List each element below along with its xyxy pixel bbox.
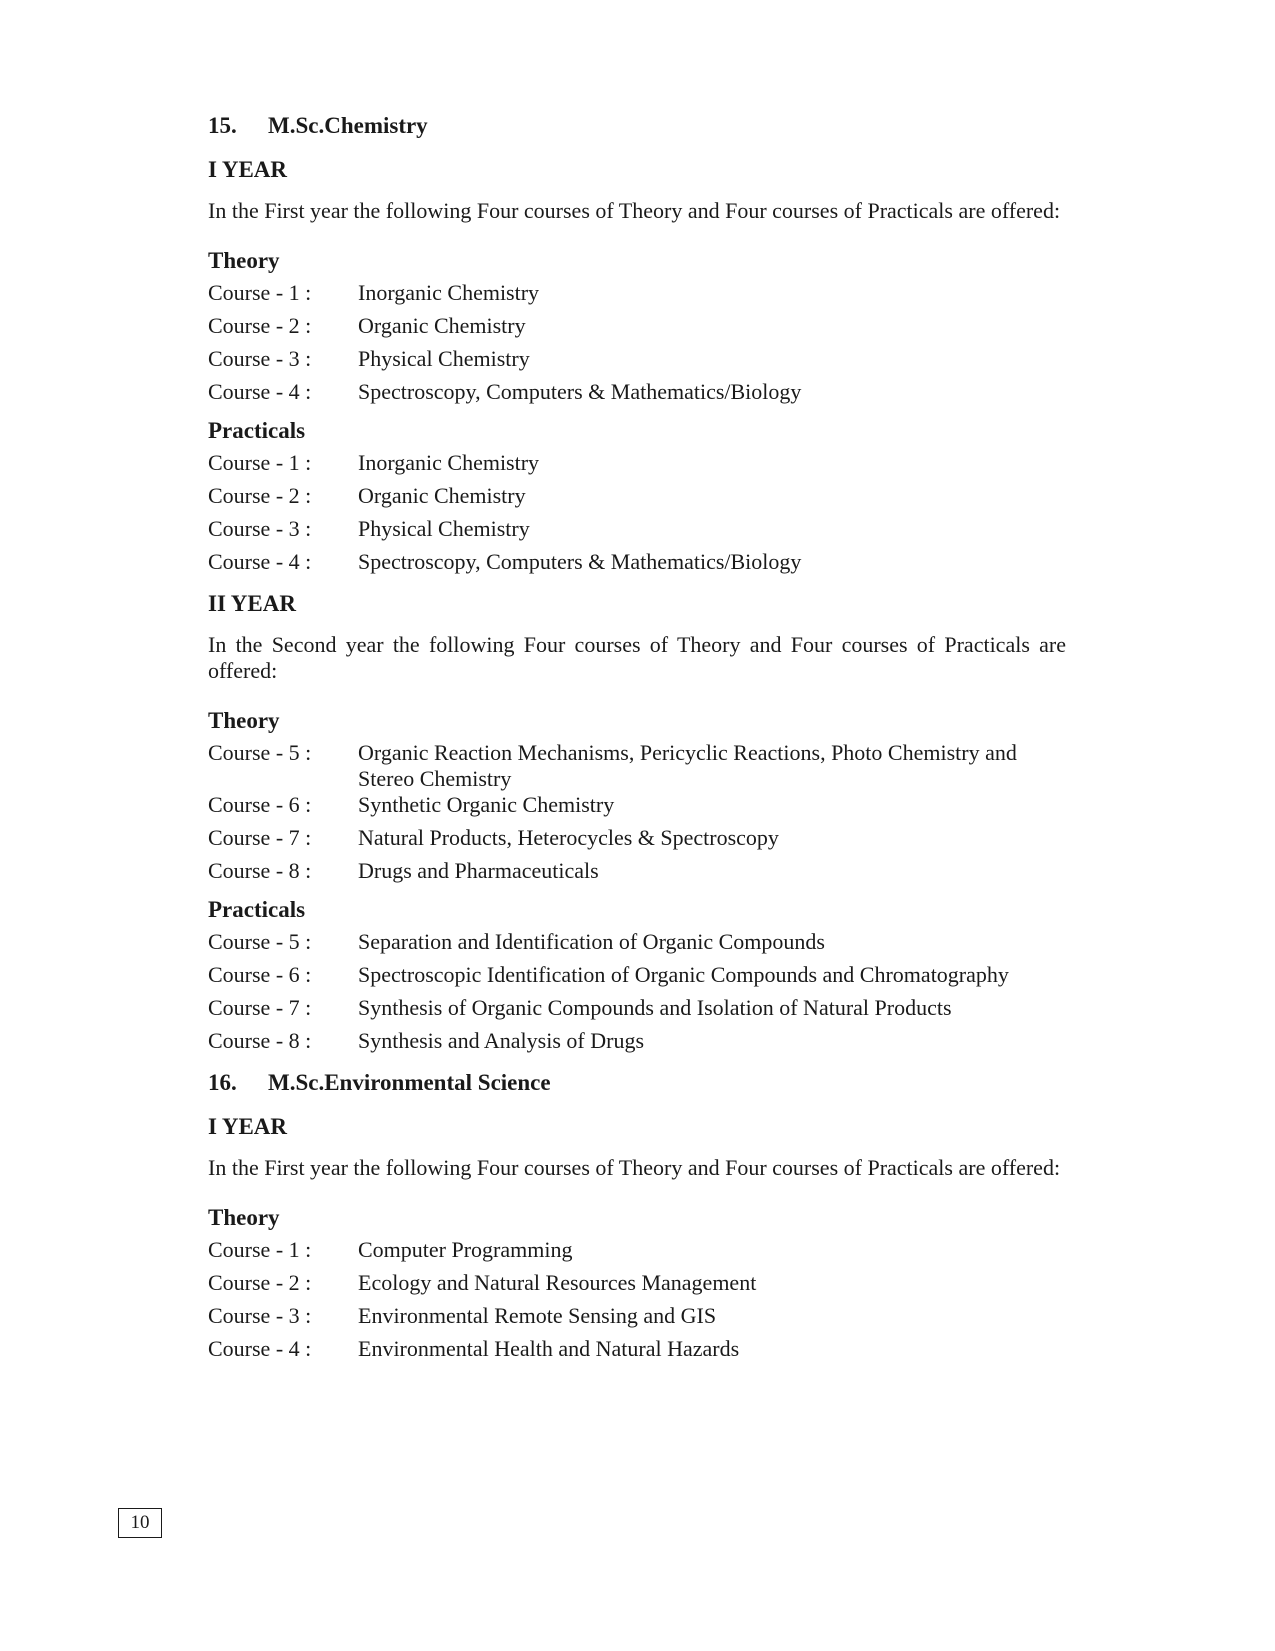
course-code: Course - 2 : [208,1270,312,1295]
course-row [208,740,1066,792]
course-title: Separation and Identification of Organic Compounds [358,929,825,954]
course-title: Organic Chemistry [358,483,526,508]
section-number: 16. [208,1070,237,1095]
course-row [208,483,1066,516]
course-code: Course - 1 : [208,450,312,475]
course-code: Course - 3 : [208,346,312,371]
course-title: Spectroscopic Identification of Organic Compounds and Chromatography [358,962,1009,987]
course-row [208,549,1066,582]
course-code: Course - 7 : [208,995,312,1020]
course-code: Course - 3 : [208,1303,312,1328]
practicals-heading: Practicals [208,418,306,443]
course-title: Environmental Remote Sensing and GIS [358,1303,717,1328]
page-number-box [118,1508,162,1538]
course-code: Course - 1 : [208,280,312,305]
practicals-heading: Practicals [208,897,306,922]
course-title: Organic Chemistry [358,313,526,338]
course-title: Synthesis of Organic Compounds and Isolation of Natural Products [358,995,952,1020]
course-title: Drugs and Pharmaceuticals [358,858,599,883]
course-row [208,858,1066,891]
document-body [208,104,1066,1369]
course-row [208,313,1066,346]
course-code: Course - 6 : [208,962,312,987]
year-heading: I YEAR [208,1114,288,1139]
section-title [208,1061,1066,1105]
course-row [208,1270,1066,1303]
theory-heading: Theory [208,248,280,273]
course-row [208,962,1066,995]
course-title: Spectroscopy, Computers & Mathematics/Biology [358,379,802,404]
course-title: Natural Products, Heterocycles & Spectroscopy [358,825,779,850]
intro-paragraph: In the First year the following Four courses of Theory and Four courses of Practicals are offered: [208,198,1061,223]
course-title: Ecology and Natural Resources Management [358,1270,757,1295]
course-row [208,379,1066,412]
course-code: Course - 7 : [208,825,312,850]
theory-heading: Theory [208,708,280,733]
course-title: Organic Reaction Mechanisms, Pericyclic Reactions, Photo Chemistry and Stereo Chemistry [358,740,1017,791]
course-code: Course - 5 : [208,929,312,954]
course-code: Course - 8 : [208,858,312,883]
course-row [208,346,1066,379]
course-row [208,280,1066,313]
course-row [208,792,1066,825]
section-title [208,104,1066,148]
intro-paragraph: In the First year the following Four courses of Theory and Four courses of Practicals are offered: [208,1155,1061,1180]
course-row [208,1303,1066,1336]
course-title: Synthetic Organic Chemistry [358,792,615,817]
course-title: Inorganic Chemistry [358,450,540,475]
theory-heading: Theory [208,1205,280,1230]
course-title: Inorganic Chemistry [358,280,540,305]
course-code: Course - 5 : [208,740,312,765]
course-code: Course - 4 : [208,549,312,574]
course-title: Synthesis and Analysis of Drugs [358,1028,644,1053]
course-code: Course - 3 : [208,516,312,541]
page-number: 10 [130,1512,150,1533]
course-title: Physical Chemistry [358,516,530,541]
course-title: Physical Chemistry [358,346,530,371]
course-row [208,929,1066,962]
course-title: Spectroscopy, Computers & Mathematics/Biology [358,549,802,574]
course-code: Course - 8 : [208,1028,312,1053]
course-row [208,995,1066,1028]
intro-paragraph: In the Second year the following Four courses of Theory and Four courses of Practicals are offered: [208,632,1066,683]
year-heading: II YEAR [208,591,296,616]
section-name: M.Sc.Environmental Science [268,1070,551,1095]
course-row [208,1028,1066,1061]
course-row [208,825,1066,858]
course-code: Course - 2 : [208,483,312,508]
course-code: Course - 4 : [208,379,312,404]
course-code: Course - 4 : [208,1336,312,1361]
sections-container [208,104,1066,1369]
course-row [208,1237,1066,1270]
course-code: Course - 1 : [208,1237,312,1262]
course-code: Course - 2 : [208,313,312,338]
year-heading: I YEAR [208,157,288,182]
course-row [208,516,1066,549]
section-name: M.Sc.Chemistry [268,113,428,138]
course-code: Course - 6 : [208,792,312,817]
course-title: Environmental Health and Natural Hazards [358,1336,740,1361]
course-title: Computer Programming [358,1237,573,1262]
course-row [208,450,1066,483]
course-row [208,1336,1066,1369]
section-number: 15. [208,113,237,138]
